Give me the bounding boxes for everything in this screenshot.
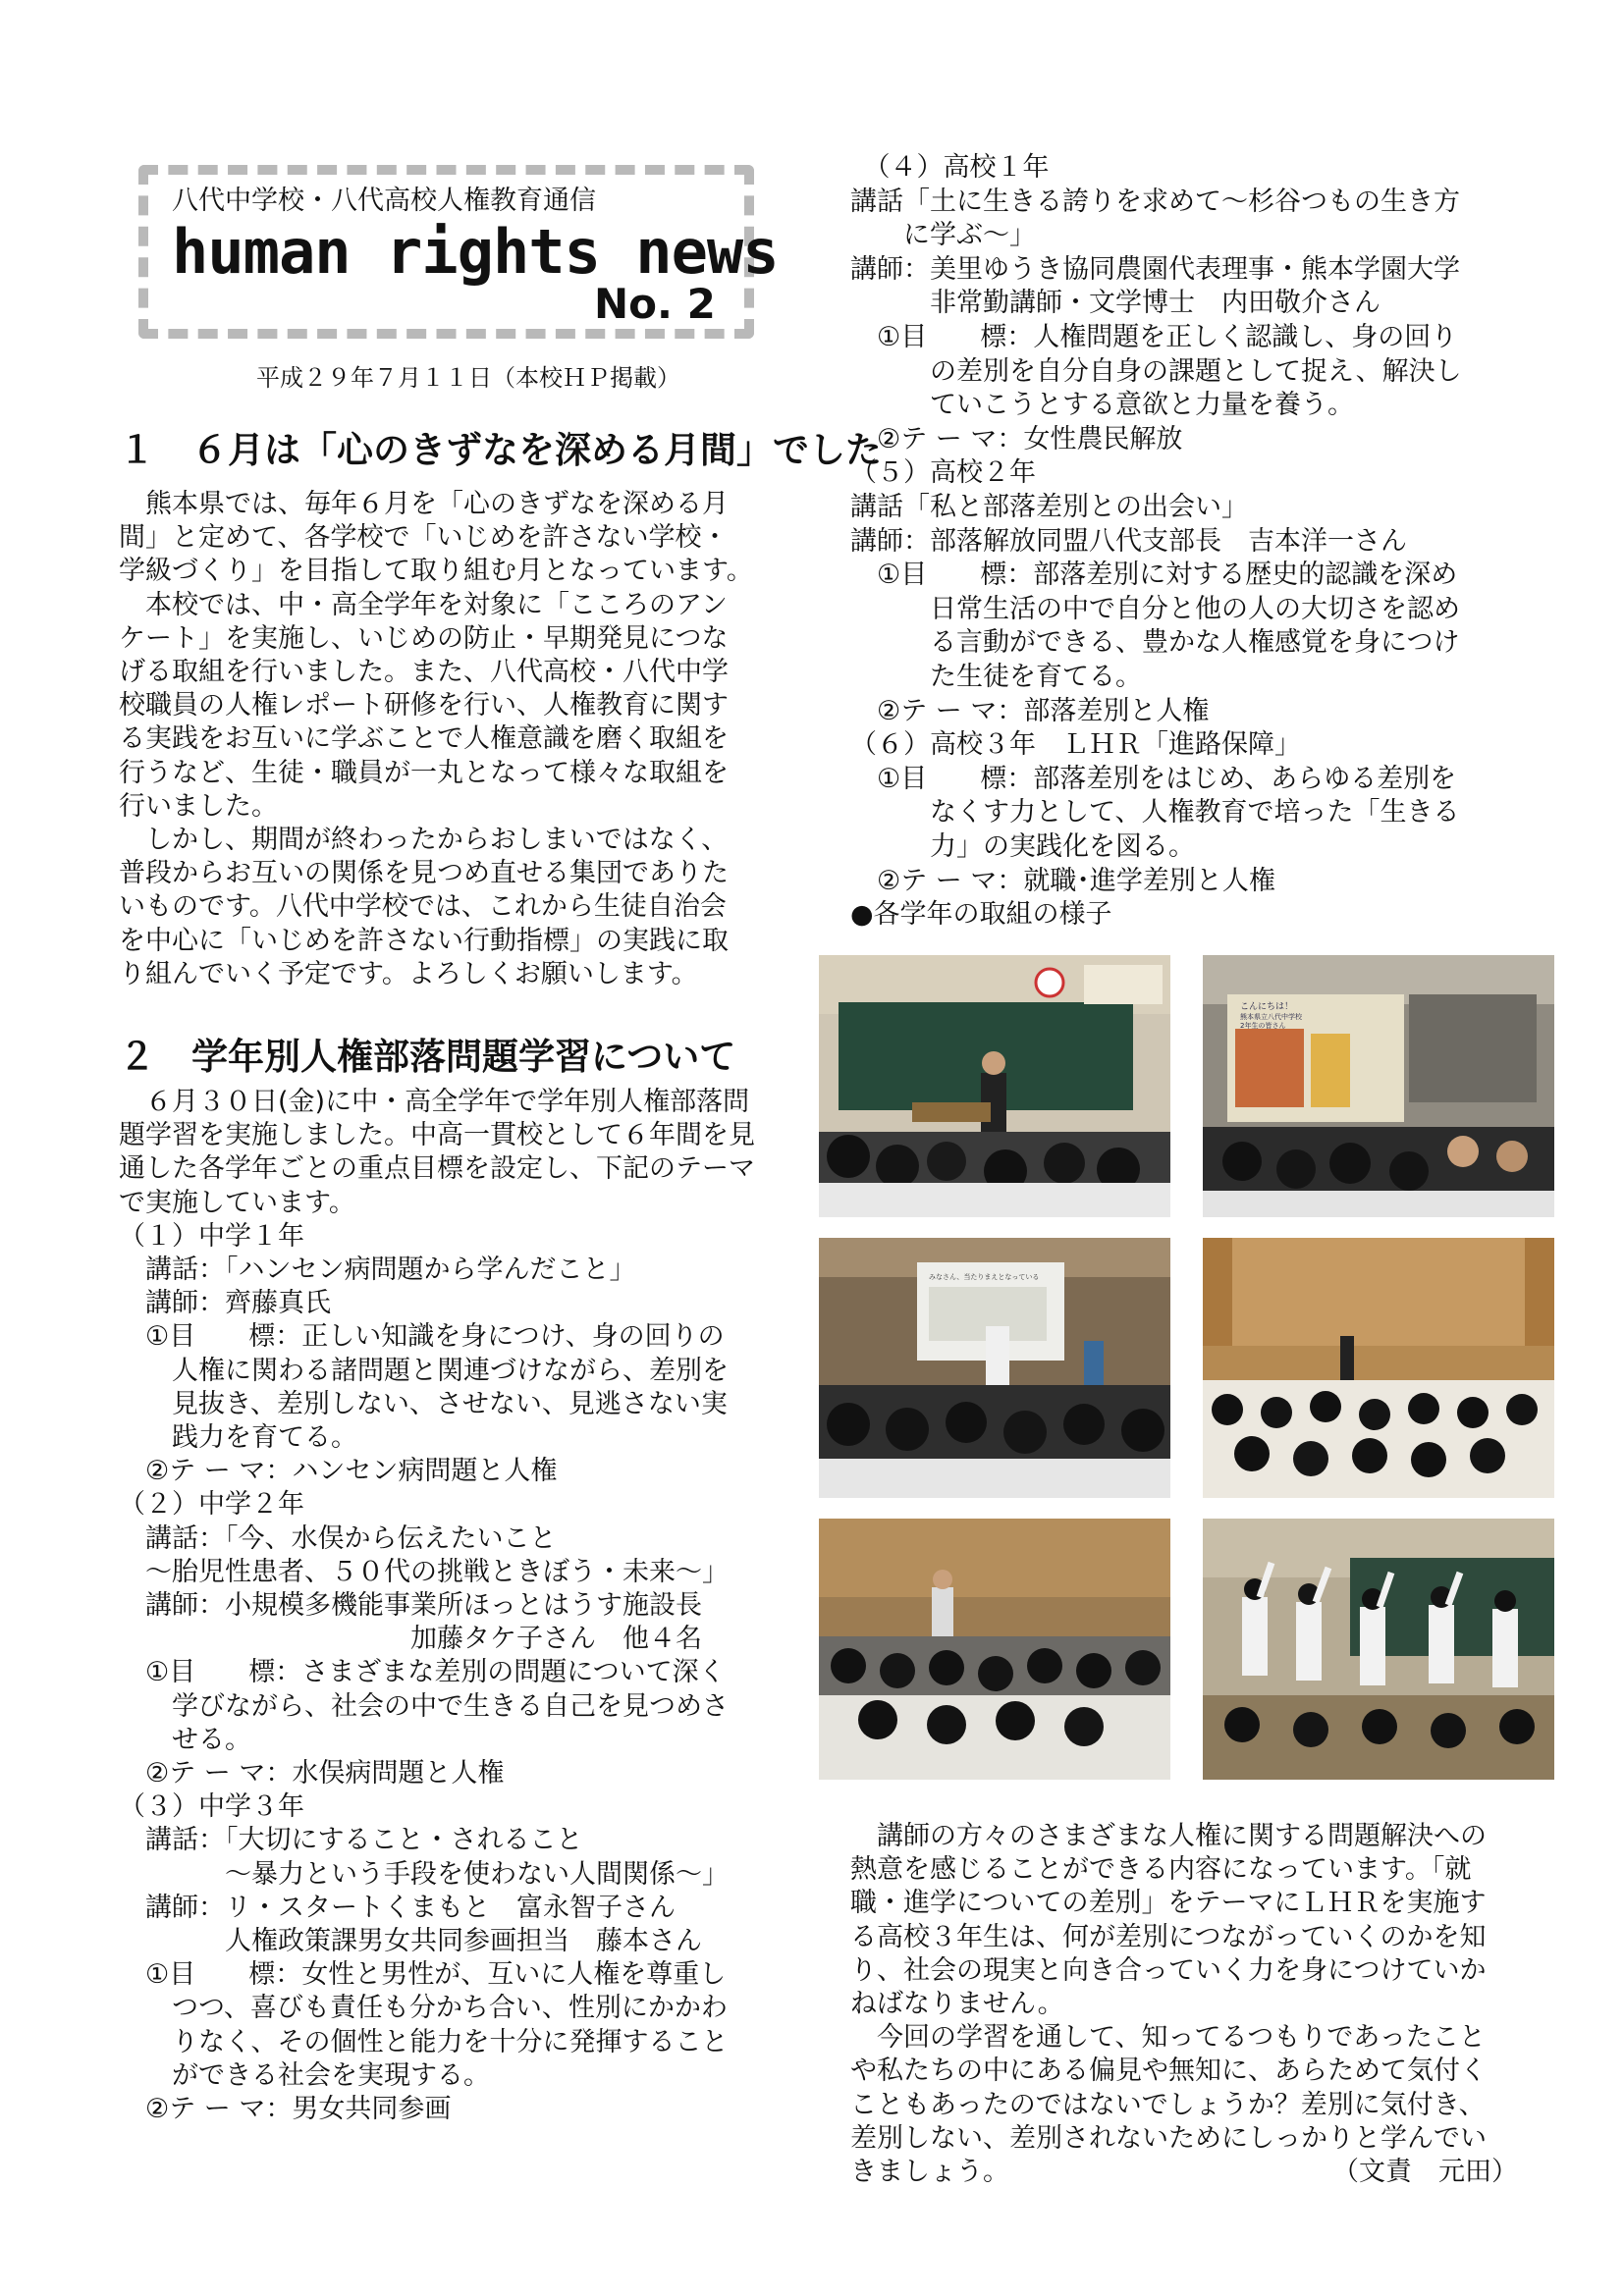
- sec2-left-line: ができる社会を実現する。: [119, 2059, 490, 2091]
- sec2-left-line: 践力を育てる。: [119, 1422, 357, 1453]
- photo-classroom-lecture-2: [819, 1238, 1170, 1498]
- sec2-right-line: ②テ ー マ：女性農民解放: [850, 423, 1183, 454]
- issue-number: No. 2: [594, 280, 716, 328]
- newsletter-title: human rights news: [172, 216, 779, 288]
- sec2-right-line: ●各学年の取組の様子: [850, 899, 1112, 931]
- sec2-closing-line: 講師の方々のさまざまな人権に関する問題解決への: [850, 1821, 1487, 1851]
- sec2-left-line: りなく、その個性と能力を十分に発揮すること: [119, 2026, 729, 2057]
- sec2-closing-line: 今回の学習を通して、知ってるつもりであったこと: [850, 2022, 1486, 2054]
- newsletter-subtitle: 八代中学校・八代高校人権教育通信: [172, 186, 596, 216]
- slide1-line-1: こんにちは！: [1240, 1002, 1294, 1012]
- sec2-left-line: 加藤タケ子さん 他４名: [119, 1624, 702, 1655]
- sec2-left-line: 講話：「大切にすること・されること: [119, 1825, 583, 1856]
- sec2-left-line: ②テ ー マ：男女共同参画: [119, 2094, 452, 2124]
- sec2-closing-line: り、社会の現実と向き合っていく力を身につけていか: [850, 1954, 1487, 1986]
- sec2-left-line: ②テ ー マ：ハンセン病問題と人権: [119, 1456, 558, 1487]
- sec2-right-line: 力」の実践化を図る。: [850, 831, 1195, 862]
- sec2-left-line: （１）中学１年: [119, 1220, 304, 1252]
- sec2-right-line: ②テ ー マ：部落差別と人権: [850, 695, 1210, 726]
- sec2-left-line: ①目 標：女性と男性が、互いに人権を尊重し: [119, 1959, 727, 1991]
- sec2-left-line: （２）中学２年: [119, 1489, 304, 1521]
- photo-gym-assembly: [1203, 1238, 1554, 1498]
- sec2-left-line: つつ、喜びも責任も分かち合い、性別にかかわ: [119, 1993, 728, 2024]
- sec2-right-line: 講話「私と部落差別との出会い」: [850, 492, 1248, 522]
- sec2-right-line: た生徒を育てる。: [850, 662, 1142, 692]
- sec2-left-line: せる。: [119, 1724, 251, 1755]
- sec2-closing-line: 差別しない、差別されないためにしっかりと学んでい: [850, 2122, 1487, 2154]
- sec2-right-line: 日常生活の中で自分と他の人の大切さを認め: [850, 593, 1460, 624]
- sec2-left-line: ～胎児性患者、５０代の挑戦ときぼう・未来～」: [119, 1556, 729, 1587]
- sec2-closing-line: こともあったのではないでしょうか？差別に気付き、: [850, 2089, 1486, 2120]
- sec2-closing-line: る高校３年生は、何が差別につながっていくのかを知: [850, 1921, 1487, 1952]
- sec2-left-line: で実施しています。: [119, 1187, 355, 1218]
- sec2-right-line: る言動ができる、豊かな人権感覚を身につけ: [850, 627, 1460, 659]
- sec2-left-line: 講師：リ・スタートくまもと 富永智子さん: [119, 1892, 676, 1923]
- sec2-left-line: ①目 標：正しい知識を身につけ、身の回りの: [119, 1321, 725, 1353]
- sec2-left-line: （３）中学３年: [119, 1791, 304, 1823]
- photo-students-raising-hands: [1203, 1519, 1554, 1780]
- sec2-right-line: 講師：美里ゆうき協同農園代表理事・熊本学園大学: [850, 253, 1460, 285]
- sec2-closing-line: や私たちの中にある偏見や無知に、あらためて気付く: [850, 2056, 1487, 2087]
- sec2-left-line: 講師：小規模多機能事業所ほっとはうす施設長: [119, 1590, 702, 1621]
- sec1-body-line: 熊本県では、毎年６月を「心のきずなを深める月: [119, 489, 729, 519]
- sec2-right-line: 非常勤講師・文学博士 内田敬介さん: [850, 288, 1380, 319]
- photo-hall-students-seated: [819, 1519, 1170, 1780]
- sec2-left-line: ②テ ー マ：水俣病問題と人権: [119, 1758, 505, 1789]
- sec1-body-line: 間」と定めて、各学校で「いじめを許さない学校・: [119, 522, 729, 554]
- sec2-left-line: 講師：齊藤真氏: [119, 1288, 331, 1319]
- sec2-closing-line: 熱意を感じることができる内容になっています。「就: [850, 1854, 1472, 1886]
- slide1-line-3: 2年生の皆さん: [1240, 1022, 1286, 1030]
- sec2-left-line: 見抜き、差別しない、させない、見逃さない実: [119, 1388, 728, 1419]
- sec2-left-line: ～暴力という手段を使わない人間関係～」: [119, 1858, 729, 1890]
- sec2-right-line: なくす力として、人権教育で培った「生きる: [850, 797, 1460, 828]
- sec2-right-line: （６）高校３年 ＬＨＲ「進路保障」: [850, 729, 1301, 761]
- sec1-body-line: 普段からお互いの関係を見つめ直せる集団でありた: [119, 858, 729, 889]
- sec2-left-line: 学びながら、社会の中で生きる自己を見つめさ: [119, 1690, 729, 1722]
- sec2-left-line: 題学習を実施しました。中高一貫校として６年間を見: [119, 1120, 755, 1151]
- sec2-right-line: ①目 標：部落差別をはじめ、あらゆる差別を: [850, 763, 1457, 794]
- sec2-right-line: の差別を自分自身の課題として捉え、解決し: [850, 355, 1462, 387]
- sec1-body-line: 行いました。: [119, 790, 278, 822]
- section1-heading: １ ６月は「心のきずなを深める月間」でした: [119, 429, 882, 471]
- sec2-left-line: 講話：「ハンセン病問題から学んだこと」: [119, 1255, 636, 1285]
- sec2-right-line: ていこうとする意欲と力量を養う。: [850, 390, 1354, 421]
- sec2-right-line: ①目 標：部落差別に対する歴史的認識を深め: [850, 560, 1458, 591]
- sec2-closing-line: 職・進学についての差別」をテーマにＬＨＲを実施す: [850, 1888, 1487, 1919]
- sec1-body-line: 学級づくり」を目指して取り組む月となっています。: [119, 556, 753, 587]
- sec2-right-line: に学ぶ～」: [850, 220, 1036, 251]
- publication-date: 平成２９年７月１１日（本校ＨＰ掲載）: [256, 364, 680, 392]
- sec2-right-line: （５）高校２年: [850, 457, 1036, 489]
- section2-heading: ２ 学年別人権部落問題学習について: [119, 1036, 736, 1078]
- sec2-left-line: ６月３０日(金)に中・高全学年で学年別人権部落問: [119, 1087, 750, 1117]
- slide2-line-1: みなさん、当たりまえとなっている: [929, 1273, 1040, 1281]
- sec1-body-line: ケート」を実施し、いじめの防止・早期発見につな: [119, 622, 729, 654]
- sec1-body-line: 校職員の人権レポート研修を行い、人権教育に関す: [119, 690, 729, 721]
- sec2-left-line: 講話：「今、水俣から伝えたいこと: [119, 1522, 557, 1554]
- sec2-right-line: ①目 標：人権問題を正しく認識し、身の回り: [850, 322, 1458, 352]
- sec1-body-line: いものです。八代中学校では、これから生徒自治会: [119, 891, 727, 923]
- sec2-right-line: 講師：部落解放同盟八代支部長 吉本洋一さん: [850, 525, 1407, 557]
- sec1-body-line: り組んでいく予定です。よろしくお願いします。: [119, 958, 698, 989]
- photo-classroom-lecture-1: [819, 955, 1170, 1217]
- sec2-closing-line: きましょう。: [850, 2157, 1009, 2187]
- sec2-left-line: ①目 標：さまざまな差別の問題について深く: [119, 1657, 726, 1688]
- sec2-left-line: 通した各学年ごとの重点目標を設定し、下記のテーマ: [119, 1153, 755, 1185]
- sec2-closing-line: （文責 元田）: [1332, 2157, 1518, 2187]
- sec1-body-line: 行うなど、生徒・職員が一丸となって様々な取組を: [119, 757, 729, 788]
- sec2-right-line: ②テ ー マ：就職･進学差別と人権: [850, 865, 1275, 896]
- sec1-body-line: げる取組を行いました。また、八代高校・八代中学: [119, 657, 729, 687]
- photo-projector-slide-1: [1203, 955, 1554, 1217]
- sec1-body-line: しかし、期間が終わったからおしまいではなく、: [119, 825, 729, 855]
- sec2-left-line: 人権政策課男女共同参画担当 藤本さん: [119, 1926, 702, 1956]
- sec2-right-line: 講話「土に生きる誇りを求めて～杉谷つもの生き方: [850, 186, 1460, 217]
- sec2-closing-line: ねばなりません。: [850, 1989, 1064, 2019]
- sec1-body-line: を中心に「いじめを許さない行動指標」の実践に取: [119, 925, 729, 956]
- sec2-right-line: （４）高校１年: [850, 152, 1050, 183]
- slide1-line-2: 熊本県立八代中学校: [1240, 1013, 1302, 1021]
- sec1-body-line: る実践をお互いに学ぶことで人権意識を磨く取組を: [119, 723, 729, 755]
- sec2-left-line: 人権に関わる諸問題と関連づけながら、差別を: [119, 1355, 729, 1386]
- sec1-body-line: 本校では、中・高全学年を対象に「こころのアン: [119, 589, 728, 620]
